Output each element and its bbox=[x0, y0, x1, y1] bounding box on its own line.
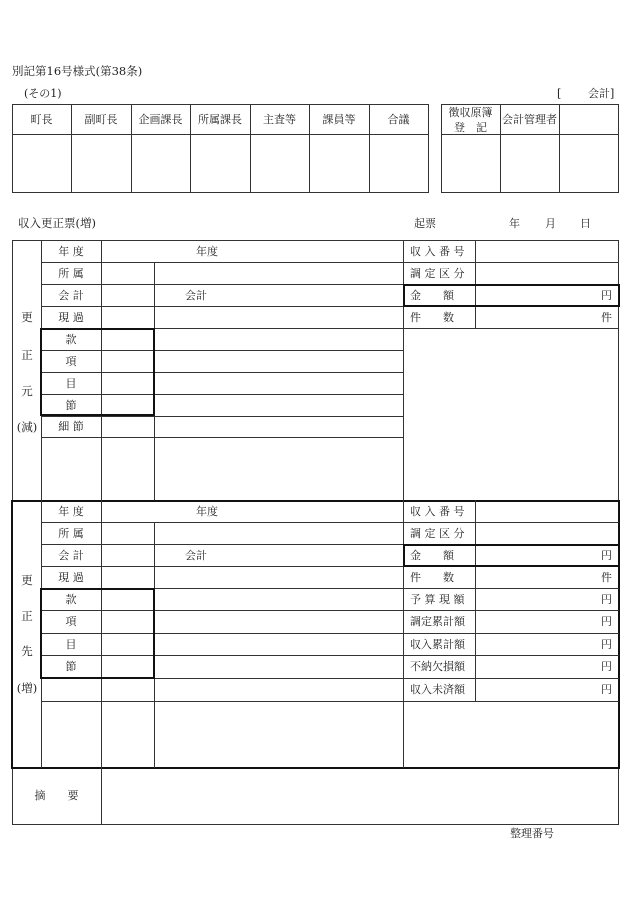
stamp-cell-blank[interactable] bbox=[560, 135, 618, 192]
target-row-genka: 現 過 bbox=[58, 571, 84, 584]
stamp-cell-ledger[interactable] bbox=[442, 135, 500, 192]
original-label-count: 件 数 bbox=[410, 311, 454, 324]
original-field-count[interactable] bbox=[476, 307, 560, 327]
approval-header-supervisor: 主査等 bbox=[263, 113, 296, 126]
section-target-char-2: 正 bbox=[21, 609, 33, 623]
target-field-amount[interactable] bbox=[478, 547, 558, 565]
target-label-adjust-cumulative: 調定累計額 bbox=[410, 615, 465, 628]
target-unit-adjust-cumulative: 円 bbox=[601, 615, 612, 628]
section-target-char-3: 先 bbox=[21, 644, 33, 658]
stamp-cell-consultation[interactable] bbox=[370, 135, 428, 192]
stamp-cell-section-chief[interactable] bbox=[191, 135, 250, 192]
original-row-genka: 現 過 bbox=[58, 311, 84, 324]
original-label-amount: 金 額 bbox=[410, 289, 454, 302]
original-row-setsu: 節 bbox=[65, 399, 77, 412]
target-label-uncollectible-loss: 不納欠損額 bbox=[410, 660, 465, 673]
target-field-shozoku[interactable] bbox=[155, 523, 402, 543]
original-field-shozoku[interactable] bbox=[155, 263, 402, 283]
target-row-kan: 款 bbox=[65, 593, 77, 606]
approval-header-deputy-mayor: 副町長 bbox=[84, 113, 118, 126]
stamp-cell-planning-chief[interactable] bbox=[132, 135, 190, 192]
original-field-adjust-class[interactable] bbox=[476, 263, 617, 283]
summary-label: 摘 要 bbox=[34, 789, 79, 802]
kaikei-label: 会計] bbox=[588, 87, 615, 100]
section-original-char-1: 更 bbox=[21, 310, 33, 324]
target-row-moku: 目 bbox=[65, 638, 77, 651]
target-unit-income-cumulative: 円 bbox=[601, 638, 612, 651]
year-label: 年 bbox=[509, 217, 520, 230]
section-target-char-1: 更 bbox=[21, 573, 33, 587]
original-row-kan: 款 bbox=[65, 333, 77, 346]
registry-header-accountant: 会計管理者 bbox=[502, 113, 557, 126]
approval-header-planning-chief: 企画課長 bbox=[138, 113, 183, 126]
stamp-cell-mayor[interactable] bbox=[13, 135, 71, 192]
original-row-nendo: 年 度 bbox=[58, 245, 84, 258]
original-field-amount[interactable] bbox=[478, 287, 558, 305]
original-label-adjust-class: 調 定 区 分 bbox=[410, 267, 465, 280]
target-unit-uncollected: 円 bbox=[601, 683, 612, 696]
kihyo-label: 起票 bbox=[414, 217, 436, 230]
target-unit-budget-current: 円 bbox=[601, 593, 612, 606]
target-label-uncollected: 収入未済額 bbox=[410, 683, 465, 696]
original-field-income-number[interactable] bbox=[476, 241, 617, 261]
original-nendo-suffix: 年度 bbox=[196, 245, 218, 258]
target-label-income-cumulative: 収入累計額 bbox=[410, 638, 465, 651]
target-unit-uncollectible-loss: 円 bbox=[601, 660, 612, 673]
target-kaikei-suffix: 会計 bbox=[185, 549, 207, 562]
target-field-adjust-class[interactable] bbox=[476, 523, 617, 543]
form-subtitle: (その1) bbox=[24, 87, 62, 100]
registry-header-ledger: 徴収原簿 bbox=[448, 106, 493, 119]
seiri-bango-label: 整理番号 bbox=[510, 827, 554, 840]
original-field-nendo[interactable] bbox=[102, 241, 195, 261]
form-title: 別記第16号様式(第38条) bbox=[12, 64, 143, 78]
approval-header-section-chief: 所属課長 bbox=[198, 113, 242, 126]
stamp-cell-deputy-mayor[interactable] bbox=[72, 135, 131, 192]
original-unit-count: 件 bbox=[601, 311, 612, 324]
target-label-income-number: 収 入 番 号 bbox=[410, 505, 465, 518]
original-kaikei-suffix: 会計 bbox=[185, 289, 207, 302]
target-field-count[interactable] bbox=[476, 567, 560, 587]
target-row-kou: 項 bbox=[65, 615, 77, 628]
target-row-kaikei: 会 計 bbox=[58, 549, 84, 562]
target-row-setsu: 節 bbox=[65, 660, 77, 673]
document-title: 収入更正票(増) bbox=[18, 216, 96, 230]
section-target-char-4: (増) bbox=[16, 681, 38, 695]
target-row-shozoku: 所 属 bbox=[58, 527, 84, 540]
original-row-kaikei: 会 計 bbox=[58, 289, 84, 302]
stamp-cell-supervisor[interactable] bbox=[251, 135, 309, 192]
section-original-char-3: 元 bbox=[21, 384, 33, 398]
target-label-adjust-class: 調 定 区 分 bbox=[410, 527, 465, 540]
target-unit-count: 件 bbox=[601, 571, 612, 584]
stamp-cell-staff[interactable] bbox=[310, 135, 369, 192]
approval-header-staff: 課員等 bbox=[322, 113, 356, 126]
section-original-char-2: 正 bbox=[21, 348, 33, 362]
target-label-amount: 金 額 bbox=[410, 549, 454, 562]
target-field-nendo[interactable] bbox=[102, 501, 195, 521]
target-label-budget-current: 予 算 現 額 bbox=[410, 593, 465, 606]
section-original-char-4: (減) bbox=[16, 420, 38, 434]
target-nendo-suffix: 年度 bbox=[196, 505, 218, 518]
approval-header-mayor: 町長 bbox=[30, 113, 53, 126]
approval-header-consultation: 合議 bbox=[387, 113, 410, 126]
original-label-income-number: 収 入 番 号 bbox=[410, 245, 465, 258]
day-label: 日 bbox=[580, 217, 591, 230]
original-row-shozoku: 所 属 bbox=[58, 267, 84, 280]
target-label-count: 件 数 bbox=[410, 571, 454, 584]
kaikei-bracket-open: [ bbox=[557, 87, 562, 100]
target-field-income-number[interactable] bbox=[476, 501, 617, 521]
target-unit-amount: 円 bbox=[601, 549, 612, 562]
target-row-nendo: 年 度 bbox=[58, 505, 84, 518]
original-field-kaikei[interactable] bbox=[102, 285, 182, 305]
summary-field[interactable] bbox=[102, 770, 617, 823]
original-row-kou: 項 bbox=[65, 355, 77, 368]
original-row-moku: 目 bbox=[65, 377, 77, 390]
stamp-cell-accountant[interactable] bbox=[501, 135, 559, 192]
month-label: 月 bbox=[545, 217, 556, 230]
target-field-kaikei[interactable] bbox=[102, 545, 182, 565]
registry-header-ledger-registration: 登 記 bbox=[454, 121, 487, 134]
original-row-saisetsu: 細 節 bbox=[58, 420, 84, 433]
original-unit-amount: 円 bbox=[601, 289, 612, 302]
